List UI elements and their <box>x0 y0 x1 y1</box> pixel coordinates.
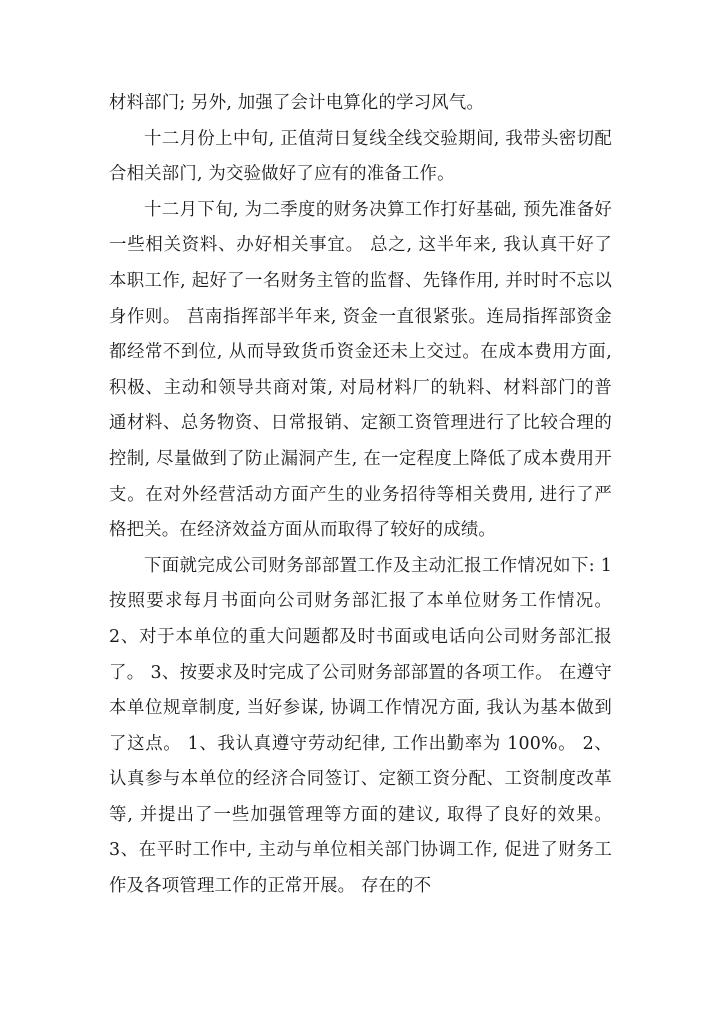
paragraph-1: 材料部门; 另外, 加强了会计电算化的学习风气。 <box>109 93 485 113</box>
paragraph-3: 十二月下旬, 为二季度的财务决算工作打好基础, 预先准备好一些相关资料、办好相关事宜。 总之, 这半年来, 我认真干好了本职工作, 起好了一名财务主管的监督、先锋作用, 并时时不忘以身作则。 莒南指挥部半年来, 资金一直很紧张。连局指挥部资金都经常不到位, 从而导致货币资金还未上交过。在成本费用方面, 积极、主动和领导共商对策, 对局材料厂的轨料、材料部门的普通材料、总务物资、日常报销、定额工资管理进行了比较合理的控制, 尽量做到了防止漏洞产生, 在一定程度上降低了成本费用开支。在对外经营活动方面产生的业务招待等相关费用, 进行了严格把关。在经济效益方面从而取得了较好的成绩。 <box>109 199 612 541</box>
paragraph-4: 下面就完成公司财务部部置工作及主动汇报工作情况如下: 1 按照要求每月书面向公司财务部汇报了本单位财务工作情况。 2、对于本单位的重大问题都及时书面或电话向公司财务部汇报了。 3、按要求及时完成了公司财务部部置的各项工作。 在遵守本单位规章制度, 当好参谋, 协调工作情况方面, 我认为基本做到了这点。 1、我认真遵守劳动纪律, 工作出勤率为 100%。 2、认真参与本单位的经济合同签订、定额工资分配、工资制度改革等, 并提出了一些加强管理等方面的建议, 取得了良好的效果。 3、在平时工作中, 主动与单位相关部门协调工作, 促进了财务工作及各项管理工作的正常开展。 存在的不 <box>109 555 612 897</box>
document-body <box>109 86 612 905</box>
paragraph-2: 十二月份上中旬, 正值菏日复线全线交验期间, 我带头密切配合相关部门, 为交验做好了应有的准备工作。 <box>109 128 612 185</box>
